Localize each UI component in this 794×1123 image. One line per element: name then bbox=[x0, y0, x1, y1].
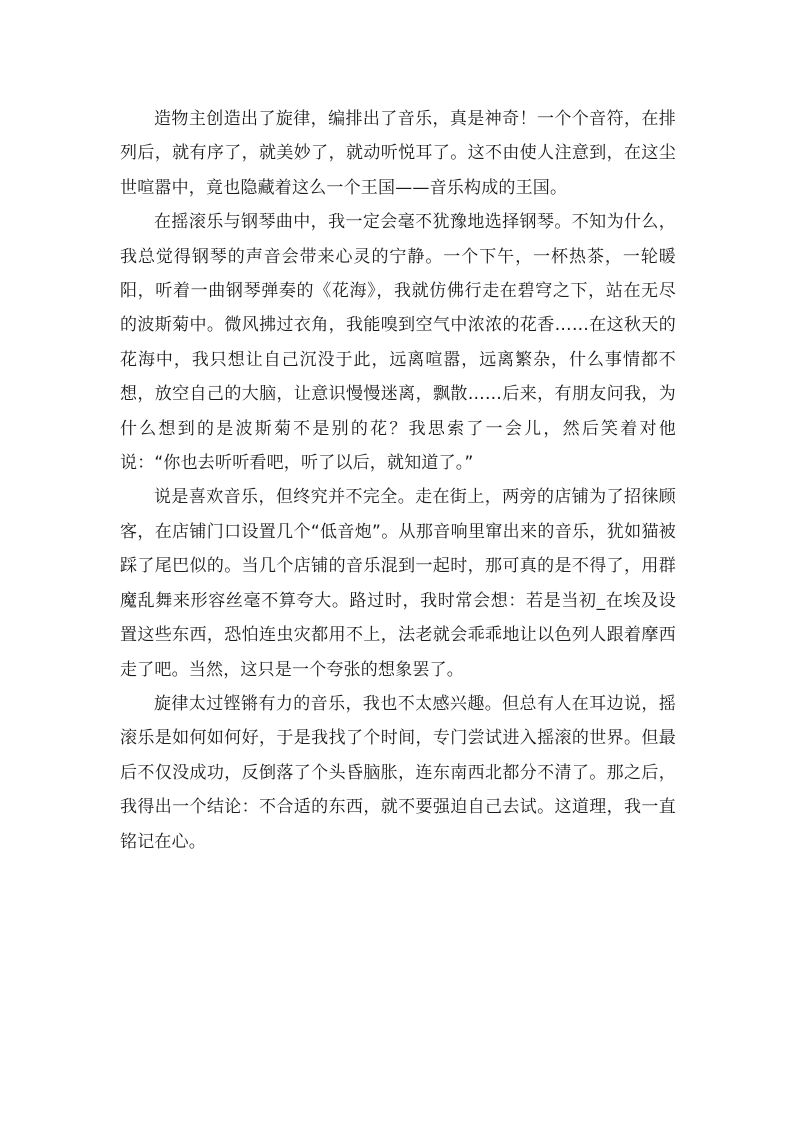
paragraph-3: 说是喜欢音乐，但终究并不完全。走在街上，两旁的店铺为了招徕顾客，在店铺门口设置几个“低音炮”。从那音响里窜出来的音乐，犹如猫被踩了尾巴似的。当几个店铺的音乐混到一起时，那可真的是不得了，用群魔乱舞来形容丝毫不算夸大。路过时，我时常会想：若是当初_在埃及设置这些东西，恐怕连虫灾都用不上，法老就会乖乖地让以色列人跟着摩西走了吧。当然，这只是一个夸张的想象罢了。 bbox=[120, 487, 676, 680]
paragraph-2: 在摇滚乐与钢琴曲中，我一定会毫不犹豫地选择钢琴。不知为什么，我总觉得钢琴的声音会带来心灵的宁静。一个下午，一杯热茶，一轮暖阳，听着一曲钢琴弹奏的《花海》，我就仿佛行走在碧穹之下，站在无尽的波斯菊中。微风拂过衣角，我能嗅到空气中浓浓的花香……在这秋天的花海中，我只想让自己沉没于此，远离喧嚣，远离繁杂，什么事情都不想，放空自己的大脑，让意识慢慢迷离，飘散……后来，有朋友问我，为什么想到的是波斯菊不是别的花？我思索了一会儿，然后笑着对他说：“你也去听听看吧，听了以后，就知道了。” bbox=[120, 212, 676, 474]
document-body bbox=[120, 102, 676, 859]
paragraph-1: 造物主创造出了旋律，编排出了音乐，真是神奇！一个个音符，在排列后，就有序了，就美妙了，就动听悦耳了。这不由使人注意到，在这尘世喧嚣中，竟也隐藏着这么一个王国——音乐构成的王国。 bbox=[120, 109, 676, 198]
paragraph-4: 旋律太过铿锵有力的音乐，我也不太感兴趣。但总有人在耳边说，摇滚乐是如何如何好，于是我找了个时间，专门尝试进入摇滚的世界。但最后不仅没成功，反倒落了个头昏脑胀，连东南西北都分不清了。那之后，我得出一个结论：不合适的东西，就不要强迫自己去试。这道理，我一直铭记在心。 bbox=[120, 693, 676, 852]
